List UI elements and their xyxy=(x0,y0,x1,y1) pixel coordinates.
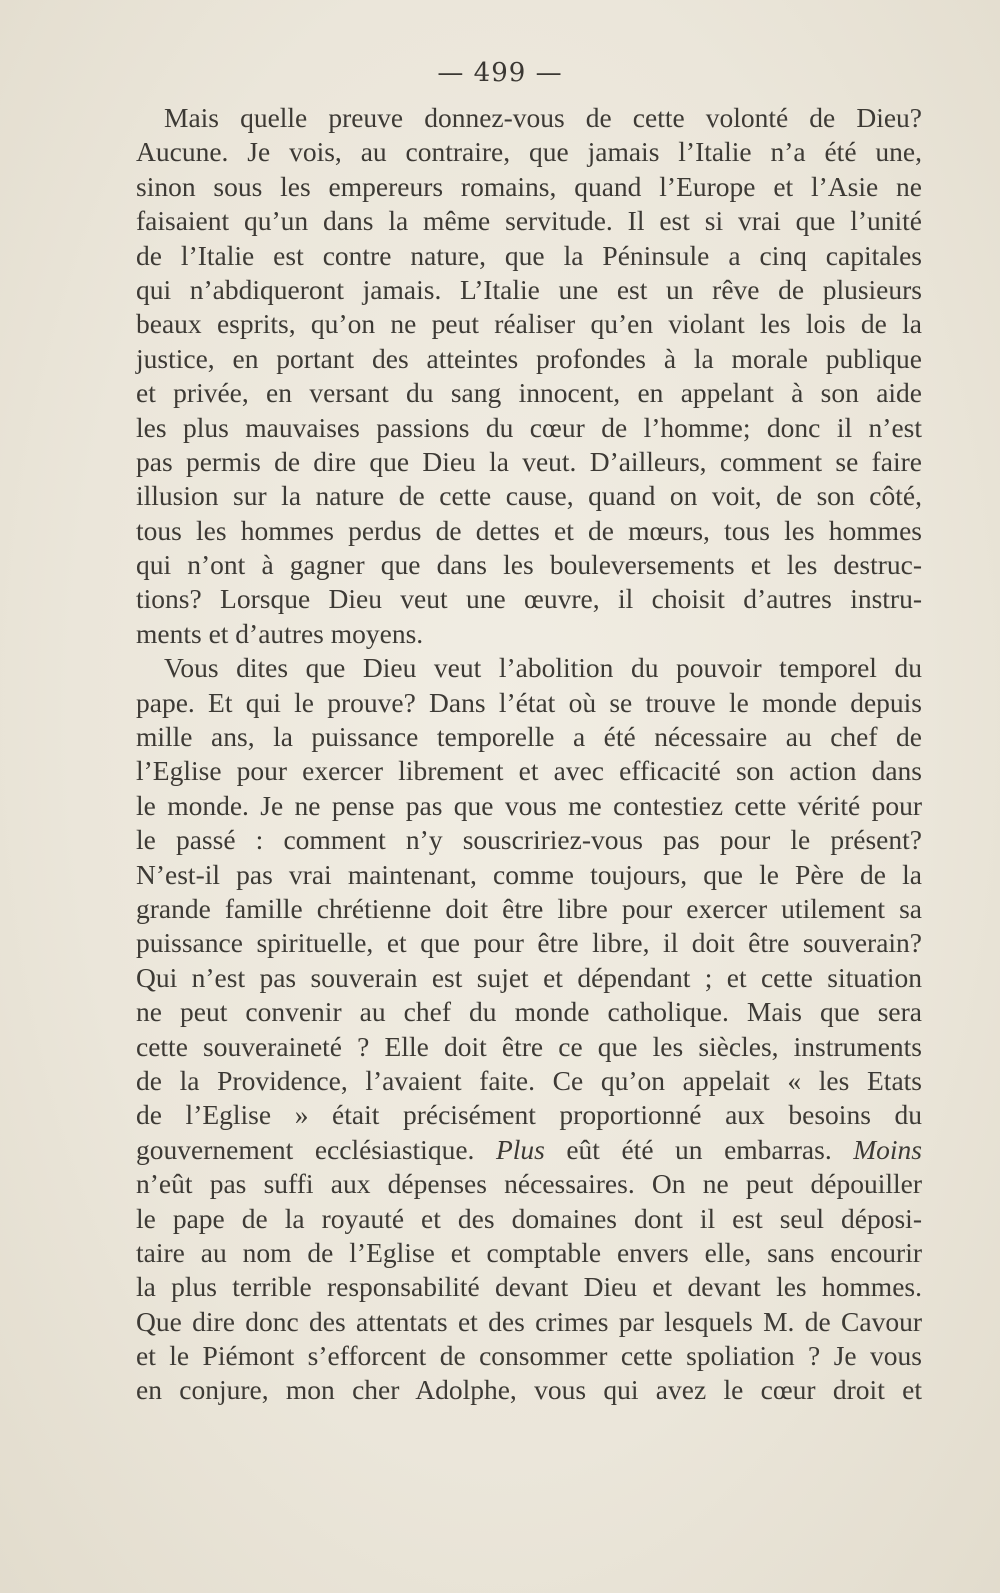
text-line: taire au nom de l’Eglise et comptable envers elle, sans encourir xyxy=(136,1236,922,1268)
text-line: Vous dites que Dieu veut l’abolition du pouvoir temporel du xyxy=(164,652,922,684)
italic-word: Plus xyxy=(495,1133,545,1165)
text-line: n’eût pas suffi aux dépenses nécessaires. On ne peut dépouiller xyxy=(136,1168,922,1200)
text-line: pas permis de dire que Dieu la veut. D’ailleurs, comment se faire xyxy=(136,445,922,477)
text-line: cette souveraineté ? Elle doit être ce que les siècles, instruments xyxy=(136,1030,922,1062)
text-line: Que dire donc des attentats et des crimes par lesquels M. de Cavour xyxy=(136,1305,922,1337)
text-line: l’Eglise pour exercer librement et avec efficacité son action dans xyxy=(136,755,922,787)
text-line: beaux esprits, qu’on ne peut réaliser qu’en violant les lois de la xyxy=(136,308,922,340)
text-line: qui n’abdiqueront jamais. L’Italie une est un rêve de plusieurs xyxy=(136,273,922,305)
text-line: pape. Et qui le prouve? Dans l’état où se trouve le monde depuis xyxy=(136,686,922,718)
text-line: tous les hommes perdus de dettes et de mœurs, tous les hommes xyxy=(136,514,922,546)
body-text xyxy=(136,101,922,1408)
text-line: le pape de la royauté et des domaines dont il est seul déposi- xyxy=(136,1202,922,1234)
text-line: illusion sur la nature de cette cause, quand on voit, de son côté, xyxy=(136,480,922,512)
text-line: Qui n’est pas souverain est sujet et dépendant ; et cette situation xyxy=(136,961,922,993)
text-line: sinon sous les empereurs romains, quand l’Europe et l’Asie ne xyxy=(136,170,922,202)
text-line: ne peut convenir au chef du monde catholique. Mais que sera xyxy=(136,996,922,1028)
text-line: Aucune. Je vois, au contraire, que jamais l’Italie n’a été une, xyxy=(136,136,922,168)
text-line: tions? Lorsque Dieu veut une œuvre, il choisit d’autres instru- xyxy=(136,583,922,615)
text-line: ments et d’autres moyens. xyxy=(136,617,424,649)
text-line: faisaient qu’un dans la même servitude. Il est si vrai que l’unité xyxy=(136,205,922,237)
text-line: mille ans, la puissance temporelle a été nécessaire au chef de xyxy=(136,721,922,753)
text-line: de l’Italie est contre nature, que la Péninsule a cinq capitales xyxy=(136,239,922,271)
text-line: les plus mauvaises passions du cœur de l’homme; donc il n’est xyxy=(136,411,922,443)
text-span: eût été un embarras. xyxy=(544,1133,854,1165)
text-line: le passé : comment n’y souscririez-vous pas pour le présent? xyxy=(136,824,922,856)
page-number: — 499 — xyxy=(437,58,563,88)
text-line: en conjure, mon cher Adolphe, vous qui avez le cœur droit et xyxy=(136,1374,922,1406)
text-line: qui n’ont à gagner que dans les bouleversements et les destruc- xyxy=(136,549,922,581)
text-line xyxy=(136,1133,922,1167)
text-line: de l’Eglise » était précisément proportionné aux besoins du xyxy=(136,1099,922,1131)
text-line: le monde. Je ne pense pas que vous me contestiez cette vérité pour xyxy=(136,789,922,821)
text-line: puissance spirituelle, et que pour être libre, il doit être souverain? xyxy=(136,927,922,959)
text-line: N’est-il pas vrai maintenant, comme toujours, que le Père de la xyxy=(136,858,922,890)
text-line: et le Piémont s’efforcent de consommer cette spoliation ? Je vous xyxy=(136,1340,922,1372)
text-line: justice, en portant des atteintes profondes à la morale publique xyxy=(136,342,922,374)
text-line: Mais quelle preuve donnez-vous de cette volonté de Dieu? xyxy=(164,102,922,133)
text-line: de la Providence, l’avaient faite. Ce qu’on appelait « les Etats xyxy=(136,1064,922,1096)
text-line: et privée, en versant du sang innocent, en appelant à son aide xyxy=(136,377,922,409)
text-span: gouvernement ecclésiastique. xyxy=(136,1133,496,1165)
text-line: la plus terrible responsabilité devant Dieu et devant les hommes. xyxy=(136,1271,922,1303)
italic-word: Moins xyxy=(853,1133,922,1165)
text-line: grande famille chrétienne doit être libre pour exercer utilement sa xyxy=(136,892,922,924)
